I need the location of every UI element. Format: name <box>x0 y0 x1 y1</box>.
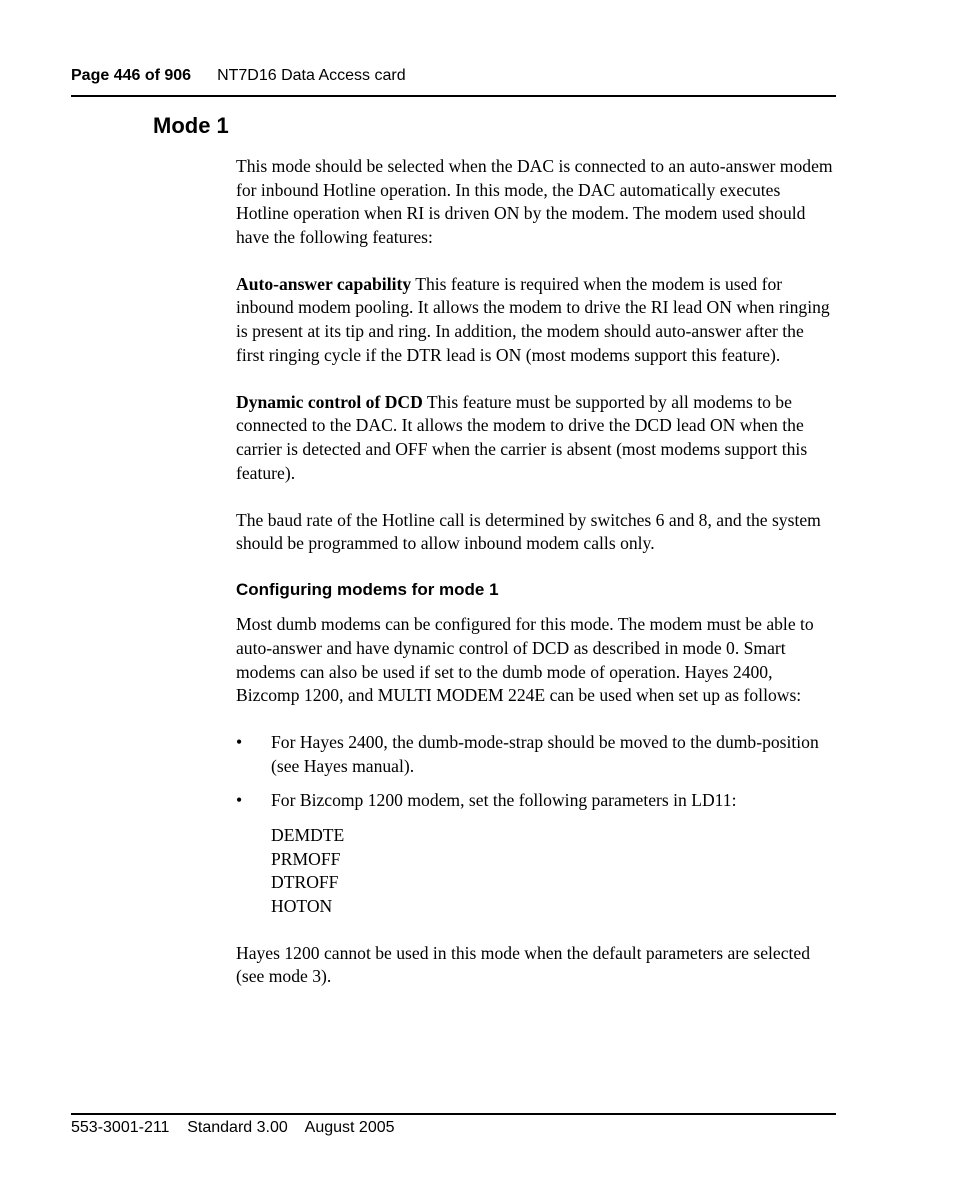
section-title: Mode 1 <box>153 113 229 138</box>
bullet-text: For Hayes 2400, the dumb-mode-strap should be moved to the dumb-position (see Hayes manual). <box>271 732 819 776</box>
auto-answer-lead: Auto-answer capability <box>236 273 412 294</box>
configure-paragraph: Most dumb modems can be configured for this mode. The modem must be able to auto-answer and have dynamic control of DCD as described in mode 0. Smart modems can also be used if set to the dumb mode of operation. Hayes 2400, Bizcomp 1200, and MULTI MODEM 224E can be used when set up as follows: <box>236 614 814 706</box>
standard-version: Standard 3.00 <box>187 1119 288 1136</box>
closing-paragraph: Hayes 1200 cannot be used in this mode when the default parameters are selected (see mode 3). <box>236 942 811 987</box>
document-title: NT7D16 Data Access card <box>217 67 406 84</box>
body-text <box>236 155 836 1013</box>
document-number: 553-3001-211 <box>71 1119 170 1136</box>
footer-rule <box>71 1113 836 1115</box>
subsection-title: Configuring modems for mode 1 <box>236 580 499 600</box>
dcd-paragraph <box>236 391 836 485</box>
parameter-item: DEMDTE <box>271 824 345 845</box>
bullet-item-bizcomp <box>236 789 836 813</box>
parameter-list <box>236 824 836 918</box>
page-number: Page 446 of 906 <box>71 67 192 84</box>
parameter-item: DTROFF <box>271 872 339 893</box>
auto-answer-text: This feature is required when the modem is used for inbound modem pooling. It allows the modem to drive the RI lead ON when ringing is present at its tip and ring. In addition, the modem should auto-answer after the first ringing cycle if the DTR lead is ON (most modems support this feature). <box>236 273 830 365</box>
baud-paragraph: The baud rate of the Hotline call is determined by switches 6 and 8, and the system should be programmed to allow inbound modem calls only. <box>236 509 821 554</box>
page-footer <box>71 1118 395 1138</box>
publication-date: August 2005 <box>304 1119 395 1136</box>
bullet-text: For Bizcomp 1200 modem, set the following parameters in LD11: <box>271 790 737 811</box>
parameter-item: PRMOFF <box>271 848 341 869</box>
dcd-lead: Dynamic control of DCD <box>236 391 423 412</box>
dcd-text: This feature must be supported by all modems to be connected to the DAC. It allows the modem to drive the DCD lead ON when the carrier is detected and OFF when the carrier is absent (most modems support this feature). <box>236 391 808 483</box>
intro-paragraph: This mode should be selected when the DAC is connected to an auto-answer modem for inbound Hotline operation. In this mode, the DAC automatically executes Hotline operation when RI is driven ON by the modem. The modem used should have the following features: <box>236 156 833 247</box>
bullet-marker: • <box>236 732 243 753</box>
bullet-item-hayes <box>236 731 836 778</box>
header-rule <box>71 95 836 97</box>
bullet-marker: • <box>236 790 243 811</box>
parameter-item: HOTON <box>271 895 333 916</box>
page-header <box>71 66 406 86</box>
auto-answer-paragraph <box>236 273 836 367</box>
